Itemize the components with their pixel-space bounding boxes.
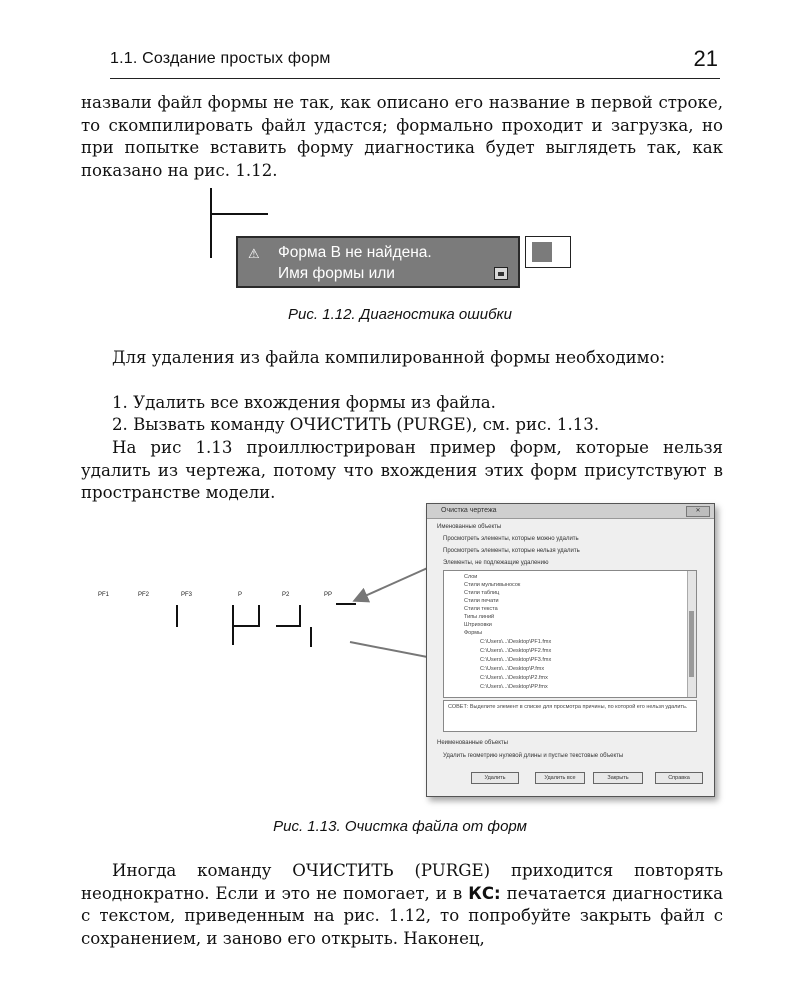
- section-title: 1.1. Создание простых форм: [110, 50, 331, 67]
- radio-can-purge[interactable]: Просмотреть элементы, которые можно удалить: [443, 536, 579, 542]
- tree-item[interactable]: C:\Users\...\Desktop\PF2.fmx: [480, 648, 552, 654]
- tick-label: PF3: [181, 592, 193, 598]
- tree-scrollbar[interactable]: [687, 571, 696, 697]
- description-text: СОВЕТ: Выделите элемент в списке для просмотра причины, по которой его нельзя удалить.: [448, 704, 688, 710]
- purge-all-button[interactable]: Удалить все: [535, 772, 585, 784]
- tree-item[interactable]: C:\Users\...\Desktop\PF1.fmx: [480, 639, 552, 645]
- radio-cannot-purge[interactable]: Просмотреть элементы, которые нельзя удалить: [443, 548, 580, 554]
- step-1: 1. Удалить все вхождения формы из файла.: [112, 393, 496, 412]
- tree-item[interactable]: Стили таблиц: [464, 590, 500, 596]
- tick-label: P: [238, 592, 243, 598]
- tick-label: P2: [282, 592, 290, 598]
- figure-1-12-caption: Рис. 1.12. Диагностика ошибки: [288, 306, 512, 323]
- illustration-paragraph: На рис 1.13 проиллюстрирован пример форм, которые нельзя удалить из чертежа, потому что вхождения этих форм присутствуют в пространстве модели.: [81, 438, 723, 502]
- tree-item[interactable]: Стили печати: [464, 598, 499, 604]
- figure-1-13-caption: Рис. 1.13. Очистка файла от форм: [273, 818, 527, 835]
- tree-header: Элементы, не подлежащие удалению: [443, 560, 549, 566]
- dialog-titlebar: [427, 504, 714, 519]
- arrow-to-model: [356, 566, 432, 600]
- tree-item[interactable]: C:\Users\...\Desktop\P2.fmx: [480, 675, 548, 681]
- tick-label: PP: [324, 592, 333, 598]
- tick-label: PF2: [138, 592, 150, 598]
- tree-item[interactable]: C:\Users\...\Desktop\P.fmx: [480, 666, 545, 672]
- intro-paragraph: назвали файл формы не так, как описано его название в первой строке, то скомпилировать файл удастся; формально проходит и загрузка, но при попытке вставить форму диагностика будет выглядеть так, как показано на рис. 1.12.: [81, 93, 723, 180]
- section-label: Именованные объекты: [437, 524, 502, 530]
- removal-paragraph: Для удаления из файла компилированной формы необходимо:: [112, 348, 666, 367]
- tree-item[interactable]: Слои: [464, 574, 478, 580]
- items-tree[interactable]: [443, 570, 697, 698]
- help-button[interactable]: Справка: [655, 772, 703, 784]
- final-paragraph: [81, 860, 723, 950]
- tick-label: PF1: [98, 592, 110, 598]
- description-box: [443, 700, 697, 732]
- error-line-2: Имя формы или: [278, 265, 395, 282]
- dialog-title: Очистка чертежа: [441, 507, 497, 514]
- unnamed-label: Неименованные объекты: [437, 740, 508, 746]
- zero-length-checkbox[interactable]: Удалить геометрию нулевой длины и пустые текстовые объекты: [443, 753, 624, 759]
- close-button[interactable]: Закрыть: [593, 772, 643, 784]
- tree-item[interactable]: Стили текста: [464, 606, 498, 612]
- final-text-start: Иногда команду ОЧИСТИТЬ (PURGE) приходится повторять неоднократно. Если и это не помогает, и в: [81, 861, 723, 903]
- step-2: 2. Вызвать команду ОЧИСТИТЬ (PURGE), см. рис. 1.13.: [112, 415, 600, 434]
- tree-item[interactable]: C:\Users\...\Desktop\PP.fmx: [480, 684, 548, 690]
- final-text-end: печатается диагностика с текстом, приведенным на рис. 1.12, то попробуйте закрыть файл с сохранением, и заново его открыть. Наконец,: [81, 883, 723, 948]
- page-number: 21: [693, 46, 718, 71]
- tree-item[interactable]: Типы линий: [464, 614, 495, 620]
- purge-button[interactable]: Удалить: [471, 772, 519, 784]
- tree-item[interactable]: C:\Users\...\Desktop\PF3.fmx: [480, 657, 552, 663]
- warning-icon: ⚠: [248, 246, 260, 261]
- close-icon[interactable]: ✕: [686, 506, 710, 517]
- error-line-1: Форма В не найдена.: [278, 244, 432, 261]
- tree-item[interactable]: Формы: [464, 630, 483, 636]
- tree-item[interactable]: Штриховки: [464, 622, 492, 628]
- tree-item[interactable]: Стили мультивыносок: [464, 582, 521, 588]
- console-label: КС:: [468, 883, 501, 903]
- purge-dialog: [426, 503, 715, 797]
